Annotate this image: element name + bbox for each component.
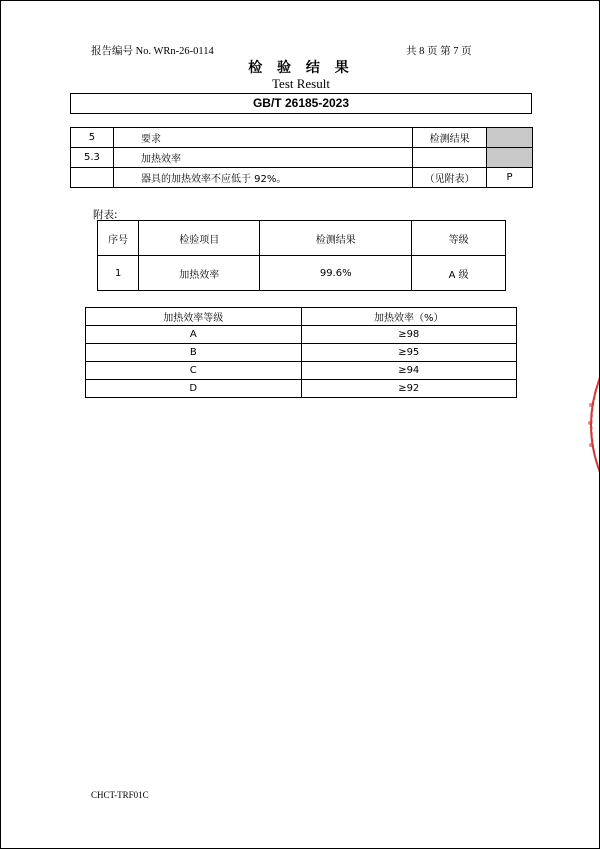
table-row xyxy=(86,326,517,344)
cell-grade: A 级 xyxy=(412,256,506,291)
table-row xyxy=(86,362,517,380)
req-clause-no xyxy=(71,168,114,188)
page-title-cn: 检 验 结 果 xyxy=(248,60,354,76)
standard-code: GB/T 26185-2023 xyxy=(70,93,532,114)
report-number: 报告编号 No. WRn-26-0114 xyxy=(91,46,214,57)
table-row xyxy=(71,168,533,188)
cell-threshold: ≥98 xyxy=(301,326,517,344)
page-count: 共 8 页 第 7 页 xyxy=(406,46,472,57)
appendix-label: 附表: xyxy=(93,209,118,221)
cell-grade: C xyxy=(86,362,302,380)
table-row xyxy=(86,380,517,398)
cell-threshold: ≥92 xyxy=(301,380,517,398)
req-clause-no: 5.3 xyxy=(71,148,114,168)
requirements-table xyxy=(70,127,533,188)
table-row xyxy=(71,148,533,168)
req-item: 加热效率 xyxy=(113,148,412,168)
col-header: 检测结果 xyxy=(260,221,412,256)
col-header: 检验项目 xyxy=(139,221,260,256)
req-item: 器具的加热效率不应低于 92%。 xyxy=(113,168,412,188)
req-verdict-cell xyxy=(487,148,533,168)
appendix-table xyxy=(97,220,506,291)
table-row xyxy=(98,256,506,291)
cell-grade: A xyxy=(86,326,302,344)
cell-grade: D xyxy=(86,380,302,398)
page-title-en: Test Result xyxy=(272,76,330,91)
col-header: 等级 xyxy=(412,221,506,256)
req-result: （见附表） xyxy=(413,168,487,188)
table-row xyxy=(71,128,533,148)
req-result-header: 检测结果 xyxy=(413,128,487,148)
table-header-row xyxy=(98,221,506,256)
cell-grade: B xyxy=(86,344,302,362)
cell-seq: 1 xyxy=(98,256,139,291)
grade-table xyxy=(85,307,517,398)
req-clause-no: 5 xyxy=(71,128,114,148)
form-code: CHCT-TRF01C xyxy=(91,790,149,800)
req-verdict-cell xyxy=(487,128,533,148)
cell-threshold: ≥95 xyxy=(301,344,517,362)
req-verdict: P xyxy=(487,168,533,188)
table-header-row xyxy=(86,308,517,326)
col-header: 序号 xyxy=(98,221,139,256)
col-header: 加热效率等级 xyxy=(86,308,302,326)
cell-item: 加热效率 xyxy=(139,256,260,291)
seal-stamp-icon xyxy=(579,371,600,479)
cell-threshold: ≥94 xyxy=(301,362,517,380)
req-result xyxy=(413,148,487,168)
req-item: 要求 xyxy=(113,128,412,148)
cell-result: 99.6% xyxy=(260,256,412,291)
table-row xyxy=(86,344,517,362)
col-header: 加热效率（%） xyxy=(301,308,517,326)
